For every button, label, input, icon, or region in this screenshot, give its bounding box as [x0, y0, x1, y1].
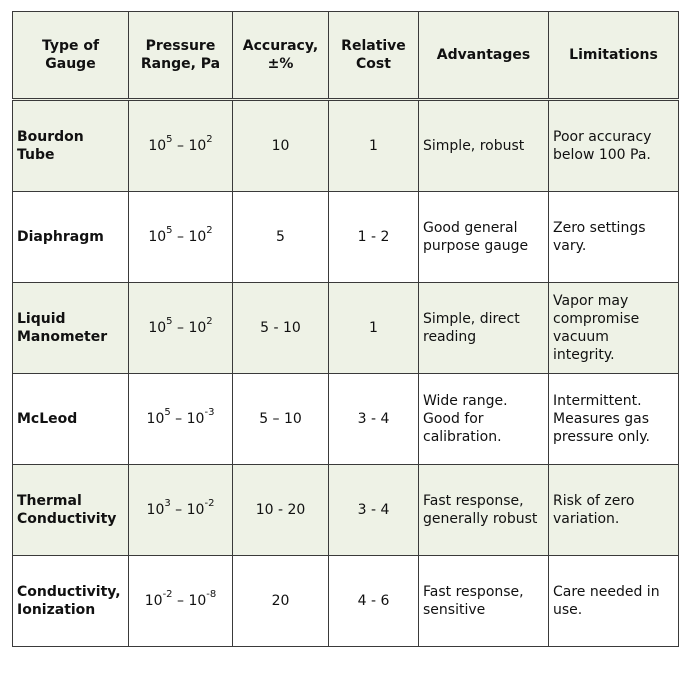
limitations-cell: Risk of zero variation. [549, 465, 679, 556]
gauge-type-cell: Liquid Manometer [13, 283, 129, 374]
advantages-cell: Wide range. Good for calibration. [419, 374, 549, 465]
header-accuracy: Accuracy, ±% [233, 12, 329, 100]
table-row [13, 465, 679, 556]
accuracy-cell: 10 [233, 100, 329, 192]
accuracy-cell: 5 - 10 [233, 283, 329, 374]
gauge-type-cell: Thermal Conductivity [13, 465, 129, 556]
accuracy-cell: 20 [233, 556, 329, 647]
limitations-cell: Care needed in use. [549, 556, 679, 647]
header-row [13, 12, 679, 100]
accuracy-cell: 5 – 10 [233, 374, 329, 465]
pressure-range-cell: $10^{-2} - 10^{-8}$ [129, 556, 233, 647]
limitations-cell: Vapor may compromise vacuum integrity. [549, 283, 679, 374]
pressure-range-cell: $10^3 - 10^{-2}$ [129, 465, 233, 556]
limitations-cell: Intermittent. Measures gas pressure only. [549, 374, 679, 465]
header-advantages: Advantages [419, 12, 549, 100]
advantages-cell: Good general purpose gauge [419, 192, 549, 283]
relative-cost-cell: 3 - 4 [329, 374, 419, 465]
pressure-range-cell: $10^5 - 10^2$ [129, 283, 233, 374]
advantages-cell: Simple, robust [419, 100, 549, 192]
limitations-cell: Poor accuracy below 100 Pa. [549, 100, 679, 192]
gauge-type-cell: Bourdon Tube [13, 100, 129, 192]
accuracy-cell: 10 - 20 [233, 465, 329, 556]
gauge-comparison-table [12, 11, 679, 647]
relative-cost-cell: 1 [329, 100, 419, 192]
header-type-of-gauge: Type of Gauge [13, 12, 129, 100]
pressure-range-cell: $10^5 - 10^2$ [129, 192, 233, 283]
table-row [13, 374, 679, 465]
header-relative-cost: Relative Cost [329, 12, 419, 100]
relative-cost-cell: 3 - 4 [329, 465, 419, 556]
table-row [13, 283, 679, 374]
gauge-type-cell: McLeod [13, 374, 129, 465]
relative-cost-cell: 1 [329, 283, 419, 374]
gauge-type-cell: Diaphragm [13, 192, 129, 283]
advantages-cell: Simple, direct reading [419, 283, 549, 374]
relative-cost-cell: 4 - 6 [329, 556, 419, 647]
relative-cost-cell: 1 - 2 [329, 192, 419, 283]
gauge-type-cell: Conductivity, Ionization [13, 556, 129, 647]
gauge-comparison-table-container [12, 11, 679, 647]
advantages-cell: Fast response, generally robust [419, 465, 549, 556]
advantages-cell: Fast response, sensitive [419, 556, 549, 647]
table-row [13, 100, 679, 192]
table-row [13, 192, 679, 283]
header-pressure-range: Pressure Range, Pa [129, 12, 233, 100]
table-row [13, 556, 679, 647]
pressure-range-cell: $10^5 - 10^{-3}$ [129, 374, 233, 465]
accuracy-cell: 5 [233, 192, 329, 283]
limitations-cell: Zero settings vary. [549, 192, 679, 283]
header-limitations: Limitations [549, 12, 679, 100]
pressure-range-cell: $10^5 - 10^2$ [129, 100, 233, 192]
